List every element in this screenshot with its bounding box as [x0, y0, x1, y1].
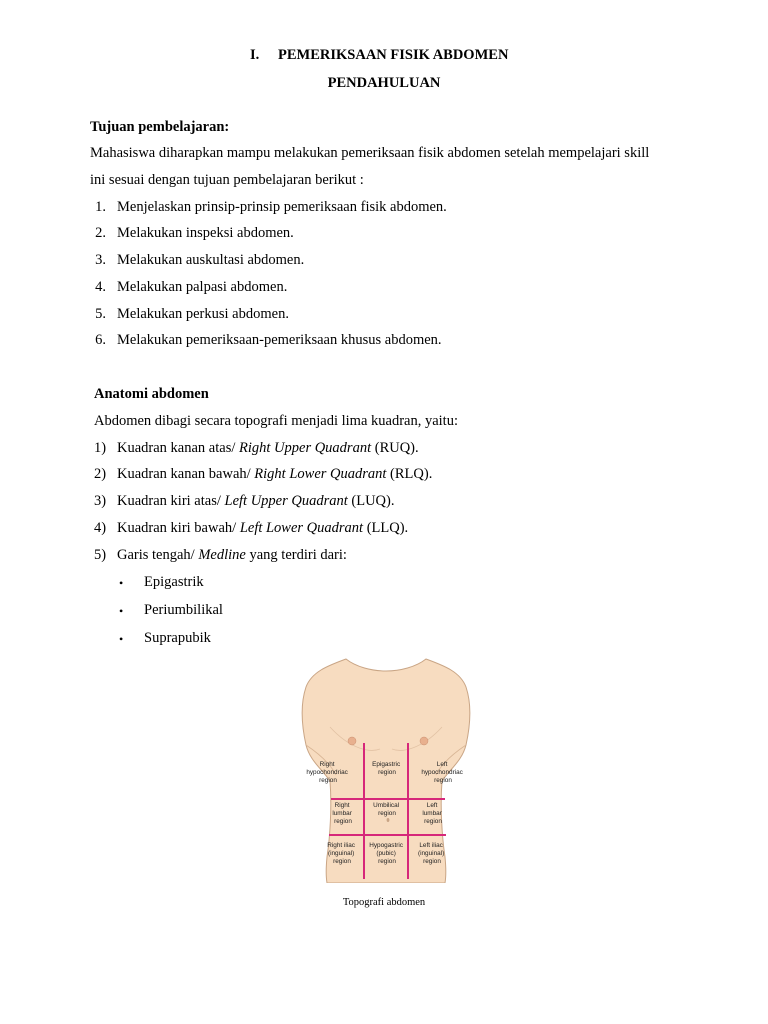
anatomy-intro: Abdomen dibagi secara topografi menjadi lima kuadran, yaitu:	[94, 413, 458, 429]
list-item-text: Melakukan perkusi abdomen.	[117, 306, 289, 322]
figure-caption: Topografi abdomen	[342, 897, 426, 908]
region-label-left-lumbar: Left lumbar region	[422, 802, 442, 825]
list-item-italic: Right Lower Quadrant	[254, 466, 387, 482]
navel-icon	[387, 818, 390, 822]
region-label-right-iliac: Right iliac (inguinal) region	[327, 842, 355, 865]
region-label-left-iliac: Left iliac (inguinal) region	[417, 842, 445, 865]
list-item-number: 4)	[94, 520, 107, 536]
list-item-text: Melakukan inspeksi abdomen.	[117, 225, 294, 241]
bullet-icon: •	[119, 632, 124, 646]
list-item-text: Kuadran kanan bawah/ Right Lower Quadrant (RLQ).	[117, 466, 433, 482]
abdomen-diagram	[300, 657, 472, 883]
bullet-item-text: Epigastrik	[144, 574, 204, 590]
list-item-text: Menjelaskan prinsip-prinsip pemeriksaan fisik abdomen.	[117, 199, 447, 215]
list-item-text: Melakukan auskultasi abdomen.	[117, 252, 305, 268]
list-item-italic: Medline	[198, 547, 246, 563]
region-label-right-lumbar: Right lumbar region	[332, 802, 352, 825]
list-item-text: Melakukan palpasi abdomen.	[117, 279, 288, 295]
list-item-number: 6.	[95, 332, 106, 348]
list-item-text: Kuadran kiri bawah/ Left Lower Quadrant (LLQ).	[117, 520, 409, 536]
list-item-number: 5.	[95, 306, 106, 322]
list-item-number: 1.	[95, 199, 106, 215]
list-item-number: 3)	[94, 493, 107, 509]
right-nipple-icon	[348, 737, 356, 745]
list-item-italic: Right Upper Quadrant	[239, 440, 372, 456]
region-label-epigastric: Epigastric region	[372, 761, 401, 776]
bullet-item-text: Suprapubik	[144, 630, 211, 646]
section-title: PEMERIKSAAN FISIK ABDOMEN	[278, 47, 509, 63]
list-item-number: 2.	[95, 225, 106, 241]
section-subtitle: PENDAHULUAN	[327, 75, 441, 91]
list-item-text: Kuadran kiri atas/ Left Upper Quadrant (LUQ).	[117, 493, 395, 509]
list-item-text: Garis tengah/ Medline yang terdiri dari:	[117, 547, 347, 563]
objectives-intro-line1: Mahasiswa diharapkan mampu melakukan pemeriksaan fisik abdomen setelah mempelajari skill	[90, 145, 650, 161]
region-label-hypogastric: Hypogastric (pubic) region	[369, 842, 403, 865]
bullet-icon: •	[119, 604, 124, 618]
region-label-right-hypochondriac: Right hypochondriac region	[306, 761, 348, 784]
list-item-number: 3.	[95, 252, 106, 268]
left-nipple-icon	[420, 737, 428, 745]
list-item-number: 4.	[95, 279, 106, 295]
anatomy-heading: Anatomi abdomen	[94, 386, 209, 402]
bullet-item-text: Periumbilikal	[144, 602, 223, 618]
list-item-italic: Left Upper Quadrant	[224, 493, 348, 509]
list-item-text: Melakukan pemeriksaan-pemeriksaan khusus abdomen.	[117, 332, 442, 348]
section-number: I.	[250, 47, 260, 63]
objectives-intro-line2: ini sesuai dengan tujuan pembelajaran berikut :	[90, 172, 364, 188]
region-label-left-hypochondriac: Left hypochondriac region	[421, 761, 463, 784]
list-item-number: 1)	[94, 440, 107, 456]
list-item-italic: Left Lower Quadrant	[239, 520, 364, 536]
list-item-text: Kuadran kanan atas/ Right Upper Quadrant (RUQ).	[117, 440, 419, 456]
bullet-icon: •	[119, 576, 124, 590]
list-item-number: 5)	[94, 547, 107, 563]
objectives-heading: Tujuan pembelajaran:	[90, 119, 230, 135]
list-item-number: 2)	[94, 466, 107, 482]
region-label-umbilical: Umbilical region	[373, 802, 400, 817]
